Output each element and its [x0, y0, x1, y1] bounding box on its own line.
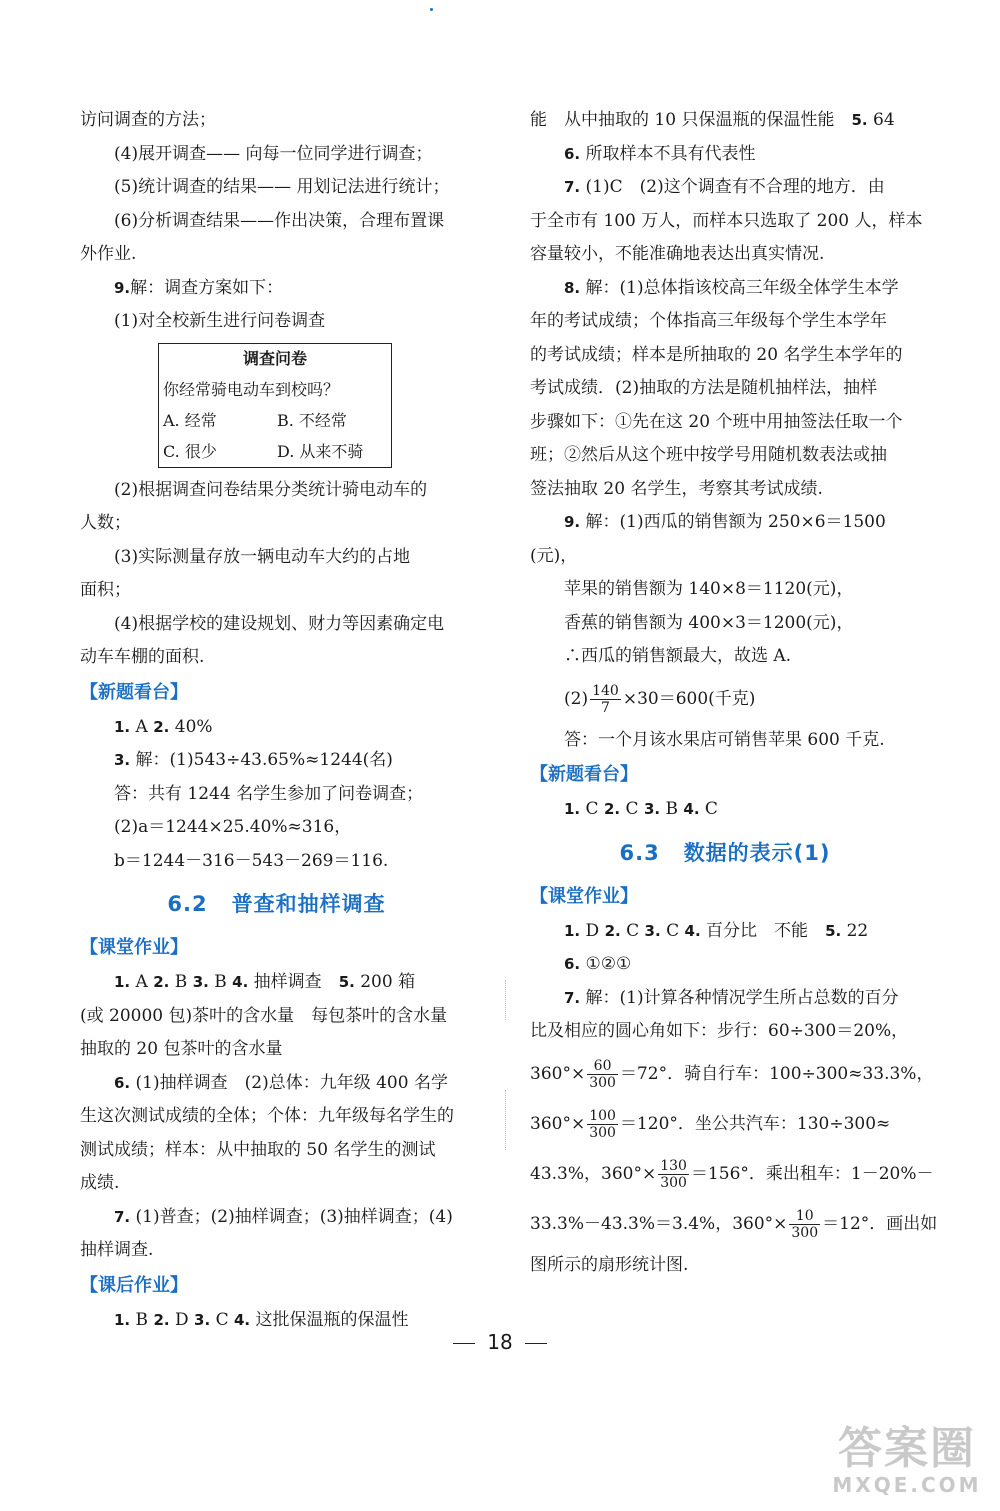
- numerator: 10: [789, 1208, 820, 1225]
- denominator: 300: [589, 1074, 616, 1091]
- survey-option: C. 很少: [163, 441, 217, 461]
- text-line: 图所示的扇形统计图.: [530, 1254, 689, 1275]
- answer: 所取样本不具有代表性: [580, 143, 756, 164]
- answer-line: [80, 1067, 473, 1101]
- text-line: 容量较小，不能准确地表达出真实情况.: [530, 244, 825, 264]
- item-number: 2.: [153, 973, 170, 991]
- text-line: 动车车棚的面积.: [80, 647, 205, 667]
- answer-line: [530, 272, 920, 306]
- fraction: [658, 1158, 689, 1191]
- answer-line: [530, 171, 920, 205]
- text-line: 面积；: [80, 580, 131, 600]
- text-span: ＝72°．骑自行车：100÷300≈33.3%，: [619, 1063, 934, 1084]
- item-number: 5.: [338, 973, 355, 991]
- item-number: 1.: [564, 921, 581, 940]
- answer: 抽样调查: [248, 972, 322, 992]
- text-line: 答：共有 1244 名学生参加了问卷调查；: [114, 783, 424, 804]
- watermark-logo: [822, 1425, 992, 1505]
- denominator: 300: [660, 1174, 687, 1191]
- numerator: 100: [589, 1107, 616, 1124]
- answer: 百分比 不能: [700, 920, 809, 941]
- answer: 64: [867, 110, 895, 130]
- item-number: 4.: [684, 921, 701, 940]
- answer: 解：(1)543÷43.65%≈1244(名): [130, 750, 393, 770]
- answer: 解：(1)西瓜的销售额为 250×6＝1500: [580, 512, 886, 532]
- text-line: (元)，: [530, 545, 578, 566]
- text-span: 33.3%－43.3%＝3.4%，360°×: [530, 1213, 788, 1234]
- text-line: b＝1244－316－543－269＝116.: [114, 850, 389, 871]
- denominator: 300: [791, 1224, 819, 1241]
- answer: C: [580, 799, 604, 819]
- item-number: 7.: [564, 988, 581, 1007]
- divider: [505, 1090, 507, 1150]
- survey-option: D. 从来不骑: [277, 441, 364, 461]
- answer: 200 箱: [354, 972, 416, 992]
- section-heading: [530, 827, 920, 879]
- item-number: 6.: [564, 144, 581, 163]
- text-line: 年的考试成绩；个体指高三年级每个学生本学年: [530, 311, 887, 331]
- answer: A: [130, 972, 154, 992]
- text-line: 测试成绩；样本：从中抽取的 50 名学生的测试: [80, 1139, 436, 1160]
- text-line: 考试成绩．(2)抽取的方法是随机抽样法，抽样: [530, 378, 878, 398]
- right-column: [530, 104, 938, 1282]
- item-number: 7.: [114, 1207, 131, 1226]
- item-number: 2.: [153, 1310, 170, 1329]
- text-line: 抽取的 20 包茶叶的含水量: [80, 1039, 283, 1059]
- item-number: 6.: [564, 955, 581, 973]
- left-column: [80, 104, 473, 1337]
- text-line: 香蕉的销售额为 400×3＝1200(元)，: [564, 612, 854, 633]
- item-number: 5.: [851, 111, 868, 129]
- survey-title: 调查问卷: [242, 348, 307, 368]
- item-number: 1.: [114, 717, 131, 736]
- text-line: (2)a＝1244×25.40%≈316，: [114, 817, 352, 837]
- text-line: (3)实际测量存放一辆电动车大约的占地: [114, 546, 411, 567]
- text-line: 步骤如下：①先在这 20 个班中用抽签法任取一个: [530, 411, 903, 432]
- item-number: 1.: [114, 973, 131, 991]
- section-title: 普查和抽样调查: [231, 892, 386, 916]
- text-line: ∴西瓜的销售额最大，故选 A.: [564, 646, 792, 666]
- item-number: 4.: [683, 800, 700, 818]
- item-number: 1.: [114, 1310, 131, 1329]
- text-line: 人数；: [80, 513, 131, 533]
- answer: 22: [841, 920, 869, 941]
- item-number: 1.: [564, 800, 581, 818]
- numerator: 60: [587, 1058, 618, 1075]
- fraction: [587, 1058, 618, 1091]
- survey-option: B. 不经常: [277, 410, 347, 430]
- answer-line: [530, 793, 920, 827]
- answer-line: [530, 104, 920, 138]
- text-span: ＝120°．坐公共汽车：130÷300≈: [619, 1113, 891, 1134]
- formula-line: [530, 674, 920, 724]
- item-number: 9.: [564, 513, 581, 531]
- answer: 这批保温瓶的保温性: [250, 1309, 409, 1330]
- text-line: 抽样调查.: [80, 1240, 154, 1260]
- text-line: 的考试成绩；样本是所抽取的 20 名学生本学年的: [530, 344, 903, 365]
- answer: B: [130, 1309, 154, 1330]
- footer-dash: [453, 1343, 475, 1344]
- answer: (1)C (2)这个调查有不合理的地方．由: [580, 177, 885, 197]
- section-tag: 【课堂作业】: [530, 885, 638, 907]
- answer-line: [80, 966, 473, 1000]
- text-span: 解：调查方案如下：: [130, 277, 284, 298]
- item-number: 7.: [564, 178, 581, 196]
- answer-line: [530, 982, 920, 1016]
- section-tag: 【课后作业】: [80, 1274, 188, 1296]
- text-span: 能 从中抽取的 10 只保温瓶的保温性能: [530, 110, 835, 130]
- text-span: ×30＝600(千克): [622, 688, 756, 709]
- answer: C: [210, 1309, 234, 1330]
- text-line: 苹果的销售额为 140×8＝1120(元)，: [564, 579, 854, 599]
- watermark-url: MXQE.COM: [832, 1473, 982, 1497]
- formula-line: [530, 1049, 934, 1099]
- answer: D: [169, 1309, 195, 1330]
- text-line: 班；②然后从这个班中按学号用随机数表法或抽: [530, 445, 887, 465]
- text-line: (6)分析调查结果——作出决策，合理布置课: [114, 210, 445, 231]
- answer: 解：(1)总体指该校高三年级全体学生本学: [580, 277, 899, 298]
- text-span: (2): [564, 688, 589, 709]
- decor-dot: [430, 8, 433, 11]
- answer: C: [660, 920, 685, 941]
- answer: (1)抽样调查 (2)总体：九年级 400 名学: [130, 1072, 448, 1093]
- text-line: (2)根据调查问卷结果分类统计骑电动车的: [114, 479, 428, 500]
- text-span: 360°×: [530, 1113, 586, 1134]
- text-span: ＝12°．画出如: [822, 1213, 938, 1234]
- answer: C: [699, 799, 718, 819]
- answer-line: [530, 915, 920, 949]
- numerator: 140: [592, 682, 619, 699]
- item-number: 3.: [192, 973, 209, 991]
- text-line: (1)对全校新生进行问卷调查: [114, 311, 326, 331]
- item-number: 2.: [603, 800, 621, 818]
- fraction: [587, 1108, 618, 1141]
- item-number: 3.: [644, 921, 661, 940]
- section-tag: 【课堂作业】: [80, 937, 188, 958]
- page-number-text: 18: [487, 1330, 513, 1354]
- text-line: 访问调查的方法；: [80, 110, 216, 130]
- item-number: 3.: [114, 751, 131, 769]
- answer: C: [620, 799, 644, 819]
- section-number: 6.2: [167, 892, 208, 916]
- text-line: 生这次测试成绩的全体；个体：九年级每名学生的: [80, 1106, 454, 1126]
- answer: 40%: [169, 716, 213, 737]
- answer: D: [580, 920, 605, 941]
- item-number: 2.: [604, 921, 621, 940]
- text-line: (或 20000 包)茶叶的含水量 每包茶叶的含水量: [80, 1005, 448, 1026]
- answer-line: [80, 744, 473, 778]
- survey-options-row: [159, 405, 391, 436]
- denominator: 7: [601, 699, 610, 716]
- section-heading: [80, 878, 473, 930]
- text-span: 43.3%，360°×: [530, 1163, 657, 1184]
- text-line: (4)展开调查—— 向每一位同学进行调查；: [114, 143, 433, 164]
- survey-options-row: [159, 436, 391, 467]
- section-number: 6.3: [619, 840, 660, 865]
- footer-dash: [525, 1343, 547, 1344]
- formula-line: [530, 1149, 934, 1199]
- section-tag: 【新题看台】: [530, 764, 638, 785]
- answer: B: [660, 799, 684, 819]
- item-number: 9.: [114, 278, 131, 297]
- answer-line: [530, 138, 920, 172]
- fraction: [590, 683, 621, 716]
- item-number: 6.: [114, 1073, 131, 1092]
- answer: ①②①: [580, 954, 632, 974]
- survey-box: [158, 343, 392, 468]
- answer: B: [169, 972, 193, 992]
- divider: [505, 980, 507, 1020]
- formula-line: [530, 1099, 920, 1149]
- answer: A: [130, 716, 154, 737]
- survey-question: 你经常骑电动车到校吗？: [163, 379, 340, 399]
- section-tag: 【新题看台】: [80, 681, 188, 703]
- text-line: 比及相应的圆心角如下：步行：60÷300＝20%，: [530, 1021, 909, 1041]
- item-number: 4.: [232, 973, 249, 991]
- formula-line: [530, 1199, 938, 1249]
- text-line: (4)根据学校的建设规划、财力等因素确定电: [114, 613, 445, 634]
- denominator: 300: [589, 1124, 616, 1141]
- item-number: 3.: [643, 800, 661, 818]
- answer-line: [530, 948, 920, 982]
- answer: B: [208, 972, 233, 992]
- watermark-text: 答案圈: [838, 1423, 976, 1474]
- answer-line: [80, 711, 473, 745]
- text-line: 外作业.: [80, 244, 137, 264]
- item-number: 5.: [825, 921, 842, 940]
- page-number: [0, 1330, 1000, 1354]
- fraction: [789, 1208, 820, 1241]
- text-line: [80, 272, 473, 306]
- text-line: (5)统计调查的结果—— 用划记法进行统计；: [114, 177, 450, 197]
- item-number: 3.: [194, 1310, 211, 1329]
- text-line: 于全市有 100 万人，而样本只选取了 200 人，样本: [530, 210, 923, 231]
- survey-option: A. 经常: [163, 410, 217, 430]
- answer: C: [620, 920, 645, 941]
- answer-line: [530, 506, 920, 540]
- text-span: 360°×: [530, 1063, 586, 1084]
- text-line: 签法抽取 20 名学生，考察其考试成绩.: [530, 478, 823, 499]
- answer-line: [80, 1201, 473, 1235]
- item-number: 8.: [564, 278, 581, 297]
- answer: 解：(1)计算各种情况学生所占总数的百分: [580, 987, 899, 1008]
- section-title: 数据的表示(1): [683, 840, 831, 865]
- numerator: 130: [660, 1157, 687, 1174]
- text-span: ＝156°．乘出租车：1－20%－: [690, 1163, 934, 1184]
- answer: (1)普查；(2)抽样调查；(3)抽样调查；(4): [130, 1206, 453, 1227]
- text-line: 答：一个月该水果店可销售苹果 600 千克.: [564, 729, 885, 750]
- text-line: 成绩.: [80, 1173, 120, 1193]
- item-number: 4.: [234, 1310, 251, 1329]
- item-number: 2.: [153, 717, 170, 736]
